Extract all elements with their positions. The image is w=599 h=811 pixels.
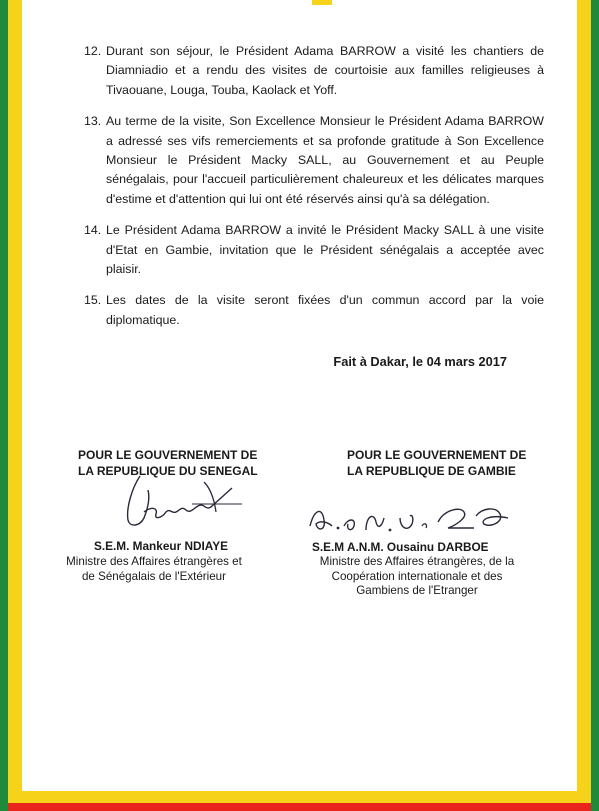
signature-gambia: [304, 496, 514, 540]
paragraph-text: Le Président Adama BARROW a invité le Président Macky SALL à une visite d'Etat en Gambie, invitation que le Président sénégalais a acceptée avec plaisir.: [106, 223, 544, 277]
signatory-gambia-heading: [347, 447, 577, 479]
paragraph-list: [84, 42, 544, 342]
title-line: Coopération internationale et des: [331, 569, 503, 583]
signatory-senegal-title: [54, 555, 254, 584]
paragraph-number: 12.: [84, 44, 102, 58]
paragraph-number: 13.: [84, 114, 102, 129]
paragraph-15: [84, 291, 544, 330]
heading-line: LA REPUBLIQUE DU SENEGAL: [78, 464, 258, 478]
paragraph-12: [84, 42, 544, 100]
paragraph-text: Durant son séjour, le Président Adama BARROW a visité les chantiers de Diamniadio et a rendu des visites de courtoisie aux familles religieuses à Tivaouane, Louga, Touba, Kaolack et Yoff.: [106, 44, 544, 97]
title-line: de Sénégalais de l'Extérieur: [81, 569, 226, 583]
signature-senegal: [92, 468, 252, 534]
signatory-senegal-name: S.E.M. Mankeur NDIAYE: [94, 539, 228, 553]
place-date: Fait à Dakar, le 04 mars 2017: [333, 354, 507, 369]
signatory-gambia-title: [302, 555, 532, 599]
green-border-right: [591, 0, 599, 811]
title-line: Gambiens de l'Etranger: [356, 584, 478, 597]
green-border-left: [0, 0, 8, 811]
heading-line: LA REPUBLIQUE DE GAMBIE: [347, 464, 516, 478]
paragraph-number: 15.: [84, 293, 102, 308]
title-line: Ministre des Affaires étrangères, de la: [319, 555, 515, 568]
paragraph-14: [84, 221, 544, 279]
heading-line: POUR LE GOUVERNEMENT DE: [347, 448, 527, 462]
paragraph-text: Au terme de la visite, Son Excellence Monsieur le Président Adama BARROW a adressé ses vifs remerciements et sa profonde gratitude à Son Excellence Monsieur le Président Macky SALL, au Gouvernement et au Peuple sénégalais, pour l'accueil particulièrement chaleureux et les délicates marques d'estime et d'attention qui lui ont été réservés ainsi qu'à sa délégation.: [106, 114, 544, 206]
title-line: Ministre des Affaires étrangères et: [66, 555, 242, 568]
paragraph-text: Les dates de la visite seront fixées d'un commun accord par la voie diplomatique.: [106, 293, 544, 327]
document-sheet: [22, 0, 577, 791]
paragraph-number: 14.: [84, 223, 102, 238]
signatory-gambia-name: S.E.M A.N.M. Ousainu DARBOE: [312, 540, 489, 554]
heading-line: POUR LE GOUVERNEMENT DE: [78, 448, 258, 462]
paragraph-13: [84, 112, 544, 209]
top-yellow-mark: [312, 0, 332, 5]
